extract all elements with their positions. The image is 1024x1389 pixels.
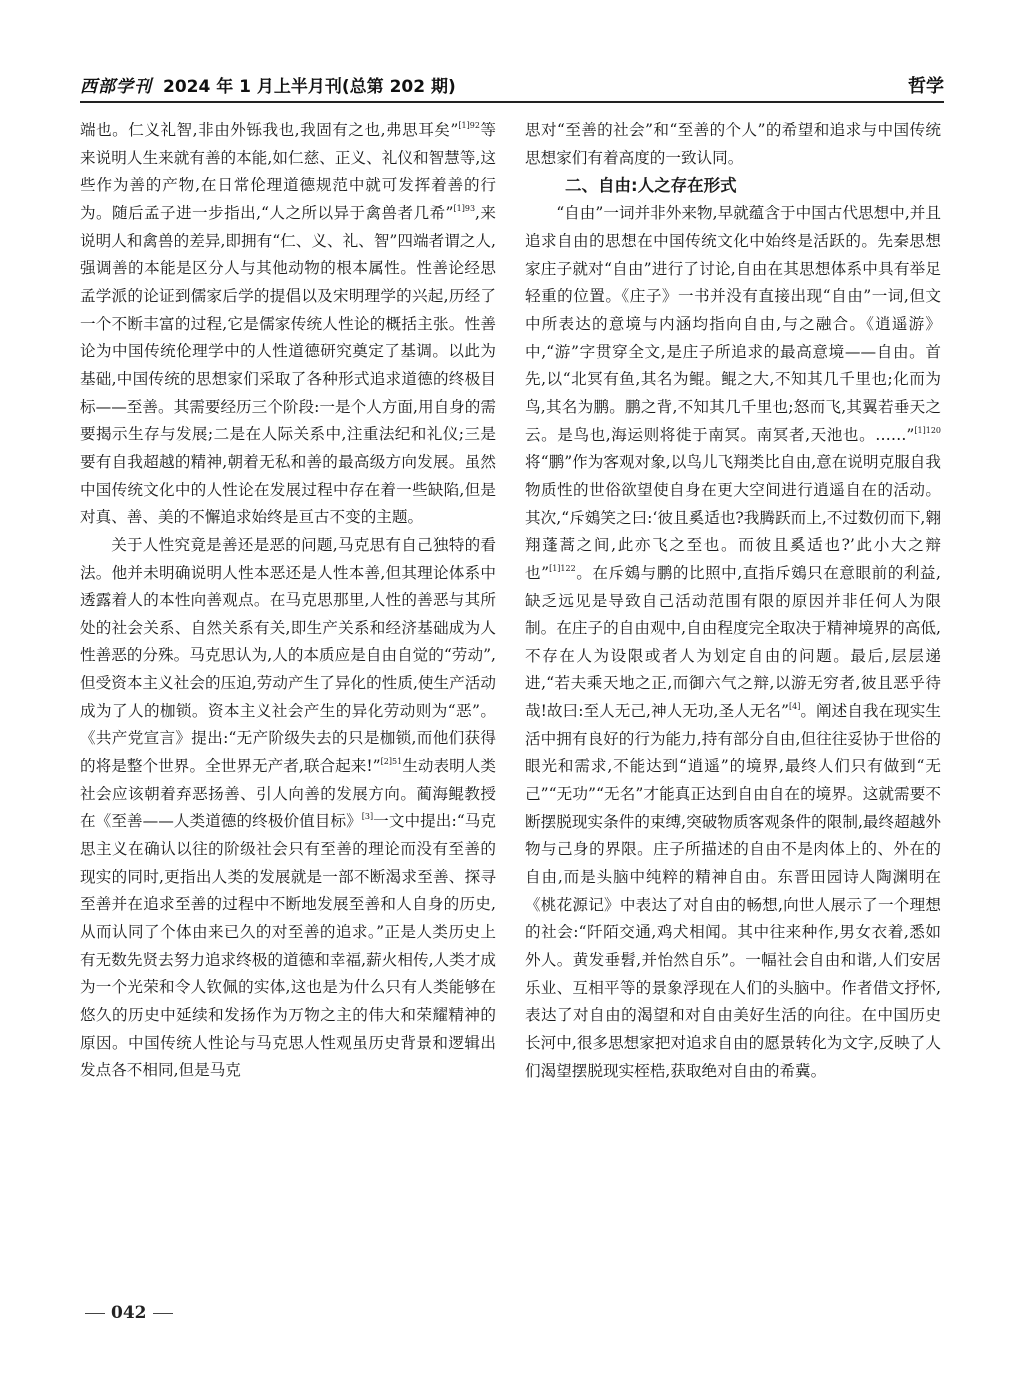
text-run: 端也。仁义礼智,非由外铄我也,我固有之也,弗思耳矣”	[80, 121, 459, 139]
text-run: 一文中提出:“马克思主义在确认以往的阶级社会只有至善的理论而没有至善的现实的同时,更指出人类的发展就是一部不断渴求至善、探寻至善并在追求至善的过程中不断地发展至善和人自身的历史,从而认同了个体由来已久的对至善的追求。”正是人类历史上有无数先贤去努力追求终极的道德和幸福,薪火相传,人类才成为一个光荣和令人钦佩的实体,这也是为什么只有人类能够在悠久的历史中延续和发扬作为万物之主的伟大和荣耀精神的原因。中国传统人性论与马克思人性观虽历史背景和逻辑出发点各不相同,但是马克	[80, 812, 496, 1080]
text-run: 。阐述自我在现实生活中拥有良好的行为能力,持有部分自由,但往往妥协于世俗的眼光和需求,不能达到“逍遥”的境界,最终人们只有做到“无己”“无功”“无名”才能真正达到自由自在的境界。这就需要不断摆脱现实条件的束缚,突破物质客观条件的限制,最终超越外物与己身的界限。庄子所描述的自由不是肉体上的、外在的自由,而是头脑中纯粹的精神自由。东晋田园诗人陶渊明在《桃花源记》中表达了对自由的畅想,向世人展示了一个理想的社会:“阡陌交通,鸡犬相闻。其中往来种作,男女衣着,悉如外人。黄发垂髫,并怡然自乐”。一幅社会自由和谐,人们安居乐业、互相平等的景象浮现在人们的头脑中。作者借文抒怀,表达了对自由的渴望和对自由美好生活的向往。在中国历史长河中,很多思想家把对追求自由的愿景转化为文字,反映了人们渴望摆脱现实桎梏,获取绝对自由的希冀。	[525, 702, 941, 1080]
text-run: 生动表明人类社会应该朝着弃恶扬善、引人向善的发展方向。蔺海鲲教授在《至善——人类道德的终极价值目标》	[80, 757, 496, 831]
text-run: 等来说明人生来就有善的本能,如仁慈、正义、礼仪和智慧等,这些作为善的产物,在日常伦理道德规范中就可发挥着善的行为。随后孟子进一步指出,“人之所以异于禽兽者几希”	[80, 121, 496, 222]
header-rule	[80, 101, 944, 103]
right-column	[525, 117, 941, 1085]
citation: [1]120	[914, 425, 941, 435]
section-heading: 二、自由:人之存在形式	[565, 176, 737, 196]
text-run: “自由”一词并非外来物,早就蕴含于中国古代思想中,并且追求自由的思想在中国传统文化中始终是活跃的。先秦思想家庄子就对“自由”进行了讨论,自由在其思想体系中具有举足轻重的位置。《庄子》一书并没有直接出现“自由”一词,但文中所表达的意境与内涵均指向自由,与之融合。《逍遥游》中,“游”字贯穿全文,是庄子所追求的最高意境——自由。首先,以“北冥有鱼,其名为鲲。鲲之大,不知其几千里也;化而为鸟,其名为鹏。鹏之背,不知其几千里也;怒而飞,其翼若垂天之云。是鸟也,海运则将徙于南冥。南冥者,天池也。……”	[525, 204, 941, 444]
citation: [2]51	[380, 757, 403, 767]
left-column	[80, 117, 496, 1085]
paragraph	[525, 200, 941, 1085]
citation: [3]	[361, 812, 374, 822]
paragraph	[80, 532, 496, 1085]
text-run: 。在斥鴳与鹏的比照中,直指斥鴳只在意眼前的利益,缺乏远见是导致自己活动范围有限的原因并非任何人为限制。在庄子的自由观中,自由程度完全取决于精神境界的高低,不存在人为设限或者人为划定自由的问题。最后,层层递进,“若夫乘天地之正,而御六气之辩,以游无穷者,彼且恶乎待哉!故曰:至人无己,神人无功,圣人无名”	[525, 563, 941, 721]
citation: [1]122	[549, 563, 576, 573]
citation: [1]92	[458, 121, 480, 130]
citation: [1]93	[453, 203, 476, 213]
page-number-dash	[85, 1313, 105, 1314]
journal-logo: 西部学刊	[80, 77, 152, 97]
paragraph: 思对“至善的社会”和“至善的个人”的希望和追求与中国传统思想家们有着高度的一致认同。	[525, 121, 941, 167]
paragraph	[80, 117, 496, 532]
issue-label: 2024 年 1 月上半月刊(总第 202 期)	[163, 77, 456, 97]
text-run: 将“鹏”作为客观对象,以鸟儿飞翔类比自由,意在说明克服自我物质性的世俗欲望使自身在更大空间进行逍遥自在的活动。其次,“斥鴳笑之曰:‘彼且奚适也?我腾跃而上,不过数仞而下,翱翔蓬蒿之间,此亦飞之至也。而彼且奚适也?’此小大之辩也”	[525, 453, 941, 582]
text-run: ,来说明人和禽兽的差异,即拥有“仁、义、礼、智”四端者谓之人,强调善的本能是区分人与其他动物的根本属性。性善论经思孟学派的论证到儒家后学的提倡以及宋明理学的兴起,历经了一个不断丰富的过程,它是儒家传统人性论的概括主张。性善论为中国传统伦理学中的人性道德研究奠定了基调。以此为基础,中国传统的思想家们采取了各种形式追求道德的终极目标——至善。其需要经历三个阶段:一是个人方面,用自身的需要揭示生存与发展;二是在人际关系中,注重法纪和礼仪;三是要有自我超越的精神,朝着无私和善的最高级方向发展。虽然中国传统文化中的人性论在发展过程中存在着一些缺陷,但是对真、善、美的不懈追求始终是亘古不变的主题。	[80, 203, 496, 527]
text-run: 关于人性究竟是善还是恶的问题,马克思有自己独特的看法。他并未明确说明人性本恶还是人性本善,但其理论体系中透露着人的本性向善观点。在马克思那里,人性的善恶与其所处的社会关系、自然关系有关,即生产关系和经济基础成为人性善恶的分殊。马克思认为,人的本质应是自由自觉的“劳动”,但受资本主义社会的压迫,劳动产生了异化的性质,使生产活动成为了人的枷锁。资本主义社会产生的异化劳动则为“恶”。《共产党宣言》提出:“无产阶级失去的只是枷锁,而他们获得的将是整个世界。全世界无产者,联合起来!”	[80, 535, 496, 776]
page-number	[85, 1303, 173, 1323]
page-number-dash	[153, 1313, 173, 1314]
page-number-value: 042	[111, 1303, 147, 1323]
citation: [4]	[788, 702, 801, 712]
section-name: 哲学	[908, 76, 944, 97]
